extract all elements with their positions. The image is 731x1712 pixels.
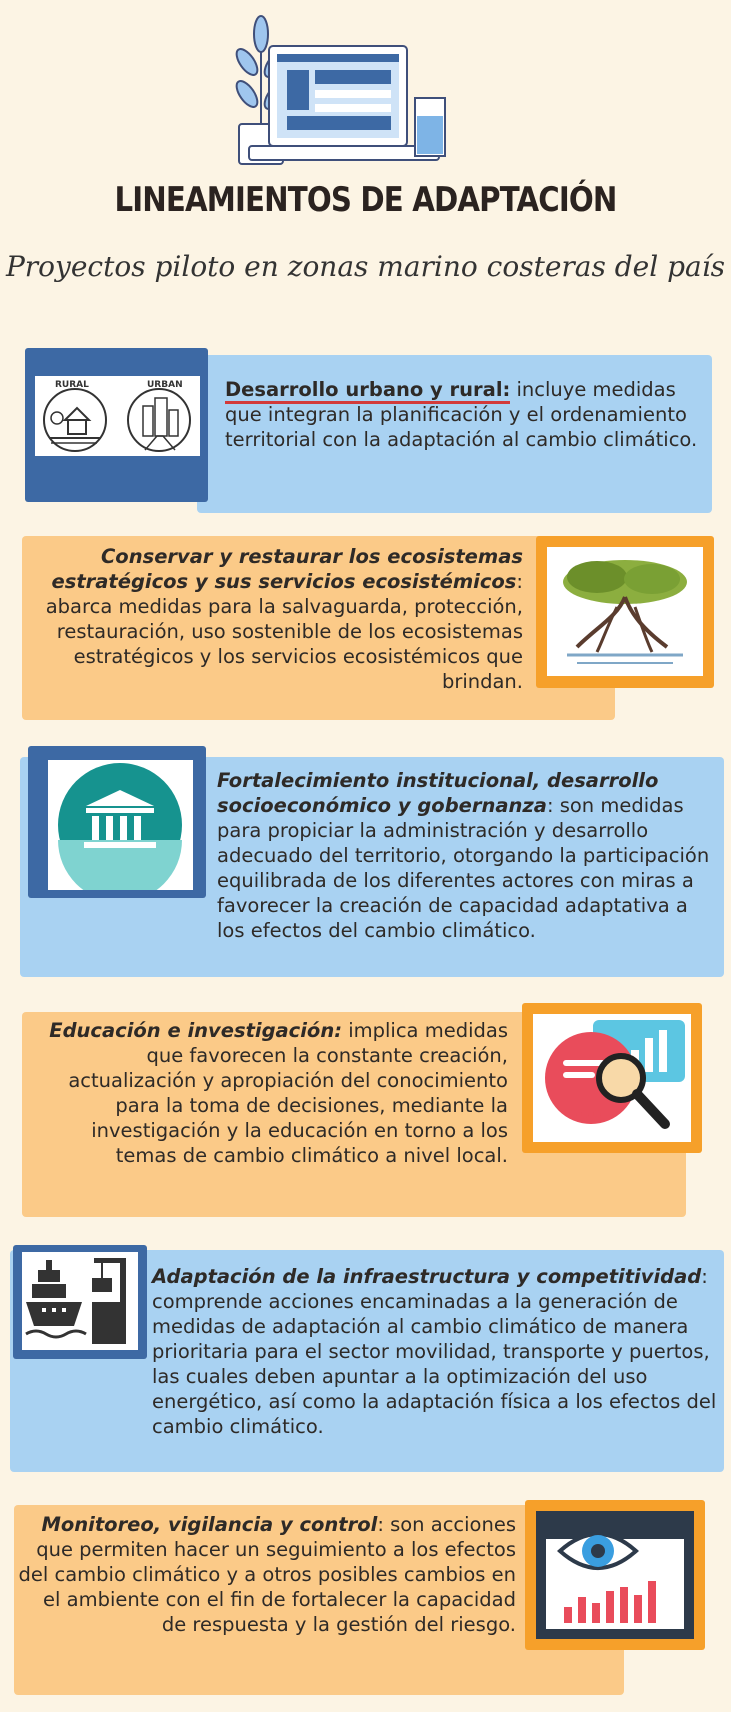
port-infrastructure-icon <box>22 1252 138 1350</box>
section-text-infrastructure <box>152 1264 718 1439</box>
section-body: : son medidas para propiciar la administración y desarrollo adecuado del territorio, otorgando la participación equilibrada de los diferentes actores con miras a favorecer la creación de capacidad adaptativa a los efectos del cambio climático. <box>217 794 710 942</box>
header-illustration <box>235 12 495 167</box>
section-heading: Educación e investigación: <box>49 1019 343 1042</box>
page-title: LINEAMIENTOS DE ADAPTACIÓN <box>114 180 617 220</box>
section-body: : son acciones que permiten hacer un seguimiento a los efectos del cambio climático y a otros posibles cambios en el ambiente con el fin de fortalecer la capacidad de respuesta y la gestión del riesgo. <box>18 1513 516 1636</box>
page-subtitle: Proyectos piloto en zonas marino costeras del país <box>5 250 726 283</box>
rural-label: RURAL <box>55 380 89 390</box>
glass-icon <box>415 98 445 156</box>
section-text-governance <box>217 768 714 943</box>
institution-icon <box>48 760 193 890</box>
monitoring-icon <box>536 1511 694 1639</box>
section-text-ecosystems <box>35 544 523 694</box>
section-heading: Conservar y restaurar los ecosistemas estratégicos y sus servicios ecosistémicos <box>51 545 523 593</box>
urban-label: URBAN <box>147 380 183 390</box>
section-text-urban-rural <box>225 377 709 452</box>
monitor-icon <box>249 46 439 160</box>
section-body: : comprende acciones encaminadas a la generación de medidas de adaptación al cambio climático de manera prioritaria para el sector movilidad, transporte y puertos, las cuales deben apuntar a la optimización del uso energético, así como la adaptación física a los efectos del cambio climático. <box>152 1265 717 1438</box>
section-heading: Fortalecimiento institucional, desarrollo socioeconómico y gobernanza <box>217 769 659 817</box>
research-icon <box>533 1014 691 1142</box>
section-heading: Monitoreo, vigilancia y control <box>41 1513 378 1536</box>
section-heading: Adaptación de la infraestructura y competitividad <box>152 1265 702 1288</box>
mangrove-icon <box>547 547 703 676</box>
section-body: incluye medidas que integran la planificación y el ordenamiento territorial con la adaptación al cambio climático. <box>225 378 698 451</box>
section-text-education <box>30 1018 508 1168</box>
section-body: : abarca medidas para la salvaguarda, protección, restauración, uso sostenible de los ecosistemas estratégicos y los servicios ecosistémicos que brindan. <box>45 570 523 693</box>
section-text-monitoring <box>18 1512 516 1637</box>
section-heading: Desarrollo urbano y rural: <box>225 378 510 404</box>
section-body: implica medidas que favorecen la constante creación, actualización y apropiación del conocimiento para la toma de decisiones, mediante la investigación y la educación en torno a los temas de cambio climático a nivel local. <box>68 1019 508 1167</box>
